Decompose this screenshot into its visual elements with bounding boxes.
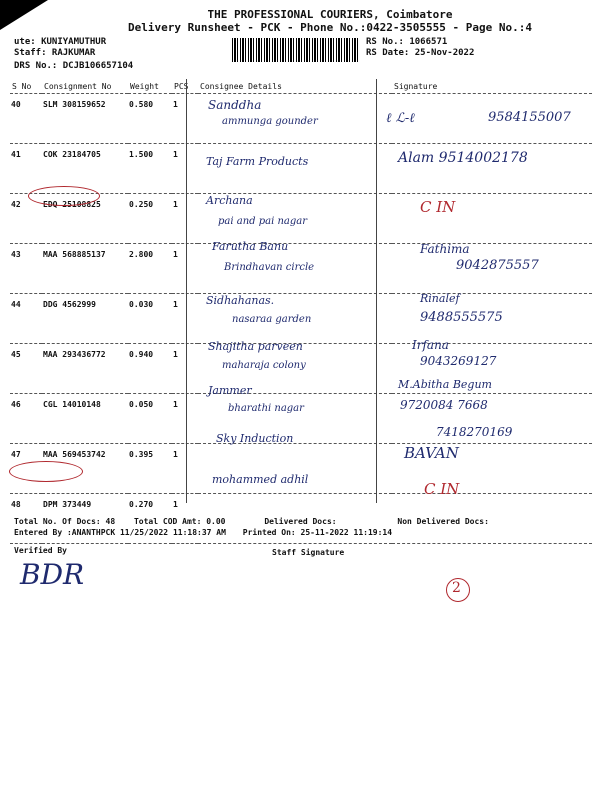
row-consignment: EDQ 25108825 xyxy=(42,194,128,244)
row-weight: 0.030 xyxy=(128,294,172,344)
signature-name-43: Fathima xyxy=(420,242,470,256)
header-meta-left xyxy=(14,37,133,72)
annotation-circle-48 xyxy=(9,461,83,482)
row-pcs: 1 xyxy=(172,344,198,394)
row-consignment: DDG 4562999 xyxy=(42,294,128,344)
scan-corner-mark xyxy=(0,0,48,30)
consignee-address-45: maharaja colony xyxy=(222,360,306,371)
consignee-name-43: Farutha Banu xyxy=(212,240,289,253)
row-consignee xyxy=(198,144,392,194)
runsheet-title xyxy=(120,8,540,34)
summary-footer xyxy=(14,516,594,538)
verified-by-label: Verified By xyxy=(14,546,67,555)
table-row xyxy=(10,444,592,494)
header-pcs: PCS xyxy=(172,79,198,94)
row-pcs: 1 xyxy=(172,144,198,194)
table-header-row xyxy=(10,79,592,94)
header-weight: Weight xyxy=(128,79,172,94)
non-delivered-docs: Non Delivered Docs: xyxy=(397,517,489,526)
consignee-name-44: Sidhahanas. xyxy=(206,294,275,307)
row-consignment: DPM 373449 xyxy=(42,494,128,544)
consignee-name-47: Sky Induction xyxy=(216,432,294,445)
row-pcs: 1 xyxy=(172,394,198,444)
runsheet-subtitle: Delivery Runsheet - PCK - Phone No.:0422-3505555 - Page No.:4 xyxy=(128,21,532,34)
row-consignment: CGL 14010148 xyxy=(42,394,128,444)
signature-phone-43: 9042875557 xyxy=(456,258,539,273)
row-weight: 0.395 xyxy=(128,444,172,494)
consignee-address-43: Brindhavan circle xyxy=(224,262,315,273)
header-meta-right xyxy=(366,37,474,59)
row-pcs: 1 xyxy=(172,244,198,294)
row-sno: 48 xyxy=(10,494,42,544)
signature-name-44: Rinalef xyxy=(420,292,460,305)
row-weight: 0.940 xyxy=(128,344,172,394)
consignee-address-44: nasaraa garden xyxy=(232,314,312,325)
row-sno: 40 xyxy=(10,94,42,144)
signature-phone-47: 7418270169 xyxy=(436,425,513,439)
column-divider-consignee xyxy=(186,79,187,503)
signature-scribble-40: ℓ ℒ-ℓ xyxy=(386,111,415,126)
verifier-signature: BDR xyxy=(20,558,85,591)
entered-by: Entered By :ANANTHPCK 11/25/2022 11:18:37 AM xyxy=(14,528,226,537)
consignee-address-46: bharathi nagar xyxy=(228,403,304,414)
header-consignment: Consignment No xyxy=(42,79,128,94)
row-sno: 44 xyxy=(10,294,42,344)
row-consignment: SLM 308159652 xyxy=(42,94,128,144)
header-consignee: Consignee Details xyxy=(198,79,392,94)
row-consignment: MAA 569453742 xyxy=(42,444,128,494)
consignee-name-48: mohammed adhil xyxy=(212,473,309,486)
signature-name-45: Irfana xyxy=(412,338,449,352)
row-consignee xyxy=(198,444,392,494)
row-weight: 0.580 xyxy=(128,94,172,144)
header-signature: Signature xyxy=(392,79,592,94)
total-cod: Total COD Amt: 0.00 xyxy=(133,517,226,526)
row-sno: 45 xyxy=(10,344,42,394)
signature-phone-45: 9043269127 xyxy=(420,354,497,368)
route-label: ute: KUNIYAMUTHUR xyxy=(14,37,107,47)
row-consignment: MAA 293436772 xyxy=(42,344,128,394)
stamp-cin-42: C IN xyxy=(420,198,456,216)
row-consignment: COK 23184705 xyxy=(42,144,128,194)
row-pcs: 1 xyxy=(172,194,198,244)
company-title: THE PROFESSIONAL COURIERS, Coimbatore xyxy=(207,8,453,21)
row-weight: 0.270 xyxy=(128,494,172,544)
staff-signature-label: Staff Signature xyxy=(272,548,345,557)
row-weight: 1.500 xyxy=(128,144,172,194)
signature-phone-46: 9720084 7668 xyxy=(400,398,488,412)
row-sno: 42 xyxy=(10,194,42,244)
row-weight: 0.250 xyxy=(128,194,172,244)
column-divider-signature xyxy=(376,79,377,503)
drs-number: DRS No.: DCJB106657104 xyxy=(14,61,134,71)
signature-phone-40: 9584155007 xyxy=(488,110,571,125)
signature-phone-44: 9488555575 xyxy=(420,310,503,325)
consignee-name-41: Taj Farm Products xyxy=(206,155,309,168)
stamp-cin-48: C IN xyxy=(424,480,460,498)
header-sno: S No xyxy=(10,79,42,94)
printed-on: Printed On: 25-11-2022 11:19:14 xyxy=(242,528,393,537)
page-mark-number: 2 xyxy=(452,580,461,596)
row-pcs: 1 xyxy=(172,444,198,494)
consignee-address-40: ammunga gounder xyxy=(222,116,318,127)
signature-41: Alam 9514002178 xyxy=(398,150,528,166)
consignee-name-40: Sanddha xyxy=(208,98,262,112)
rs-number: RS No.: 1066571 xyxy=(366,37,448,47)
row-sno: 43 xyxy=(10,244,42,294)
signature-name-47: BAVAN xyxy=(404,444,459,462)
row-sno: 47 xyxy=(10,444,42,494)
row-sno: 46 xyxy=(10,394,42,444)
row-weight: 0.050 xyxy=(128,394,172,444)
row-weight: 2.800 xyxy=(128,244,172,294)
row-pcs: 1 xyxy=(172,94,198,144)
row-pcs: 1 xyxy=(172,294,198,344)
total-docs: Total No. Of Docs: 48 xyxy=(14,517,116,526)
staff-label: Staff: RAJKUMAR xyxy=(14,48,96,58)
annotation-circle-42 xyxy=(28,186,100,206)
consignee-name-45: Shajitha parveen xyxy=(208,340,303,353)
row-sno: 41 xyxy=(10,144,42,194)
consignee-name-42: Archana xyxy=(206,194,253,207)
row-pcs: 1 xyxy=(172,494,198,544)
barcode xyxy=(232,38,358,62)
row-consignment: MAA 568885137 xyxy=(42,244,128,294)
delivered-docs: Delivered Docs: xyxy=(264,517,337,526)
rs-date: RS Date: 25-Nov-2022 xyxy=(366,48,475,58)
signature-name-46: M.Abitha Begum xyxy=(398,378,492,391)
consignee-address-42: pai and pai nagar xyxy=(218,216,308,227)
consignee-name-46: Jammer xyxy=(208,384,252,397)
